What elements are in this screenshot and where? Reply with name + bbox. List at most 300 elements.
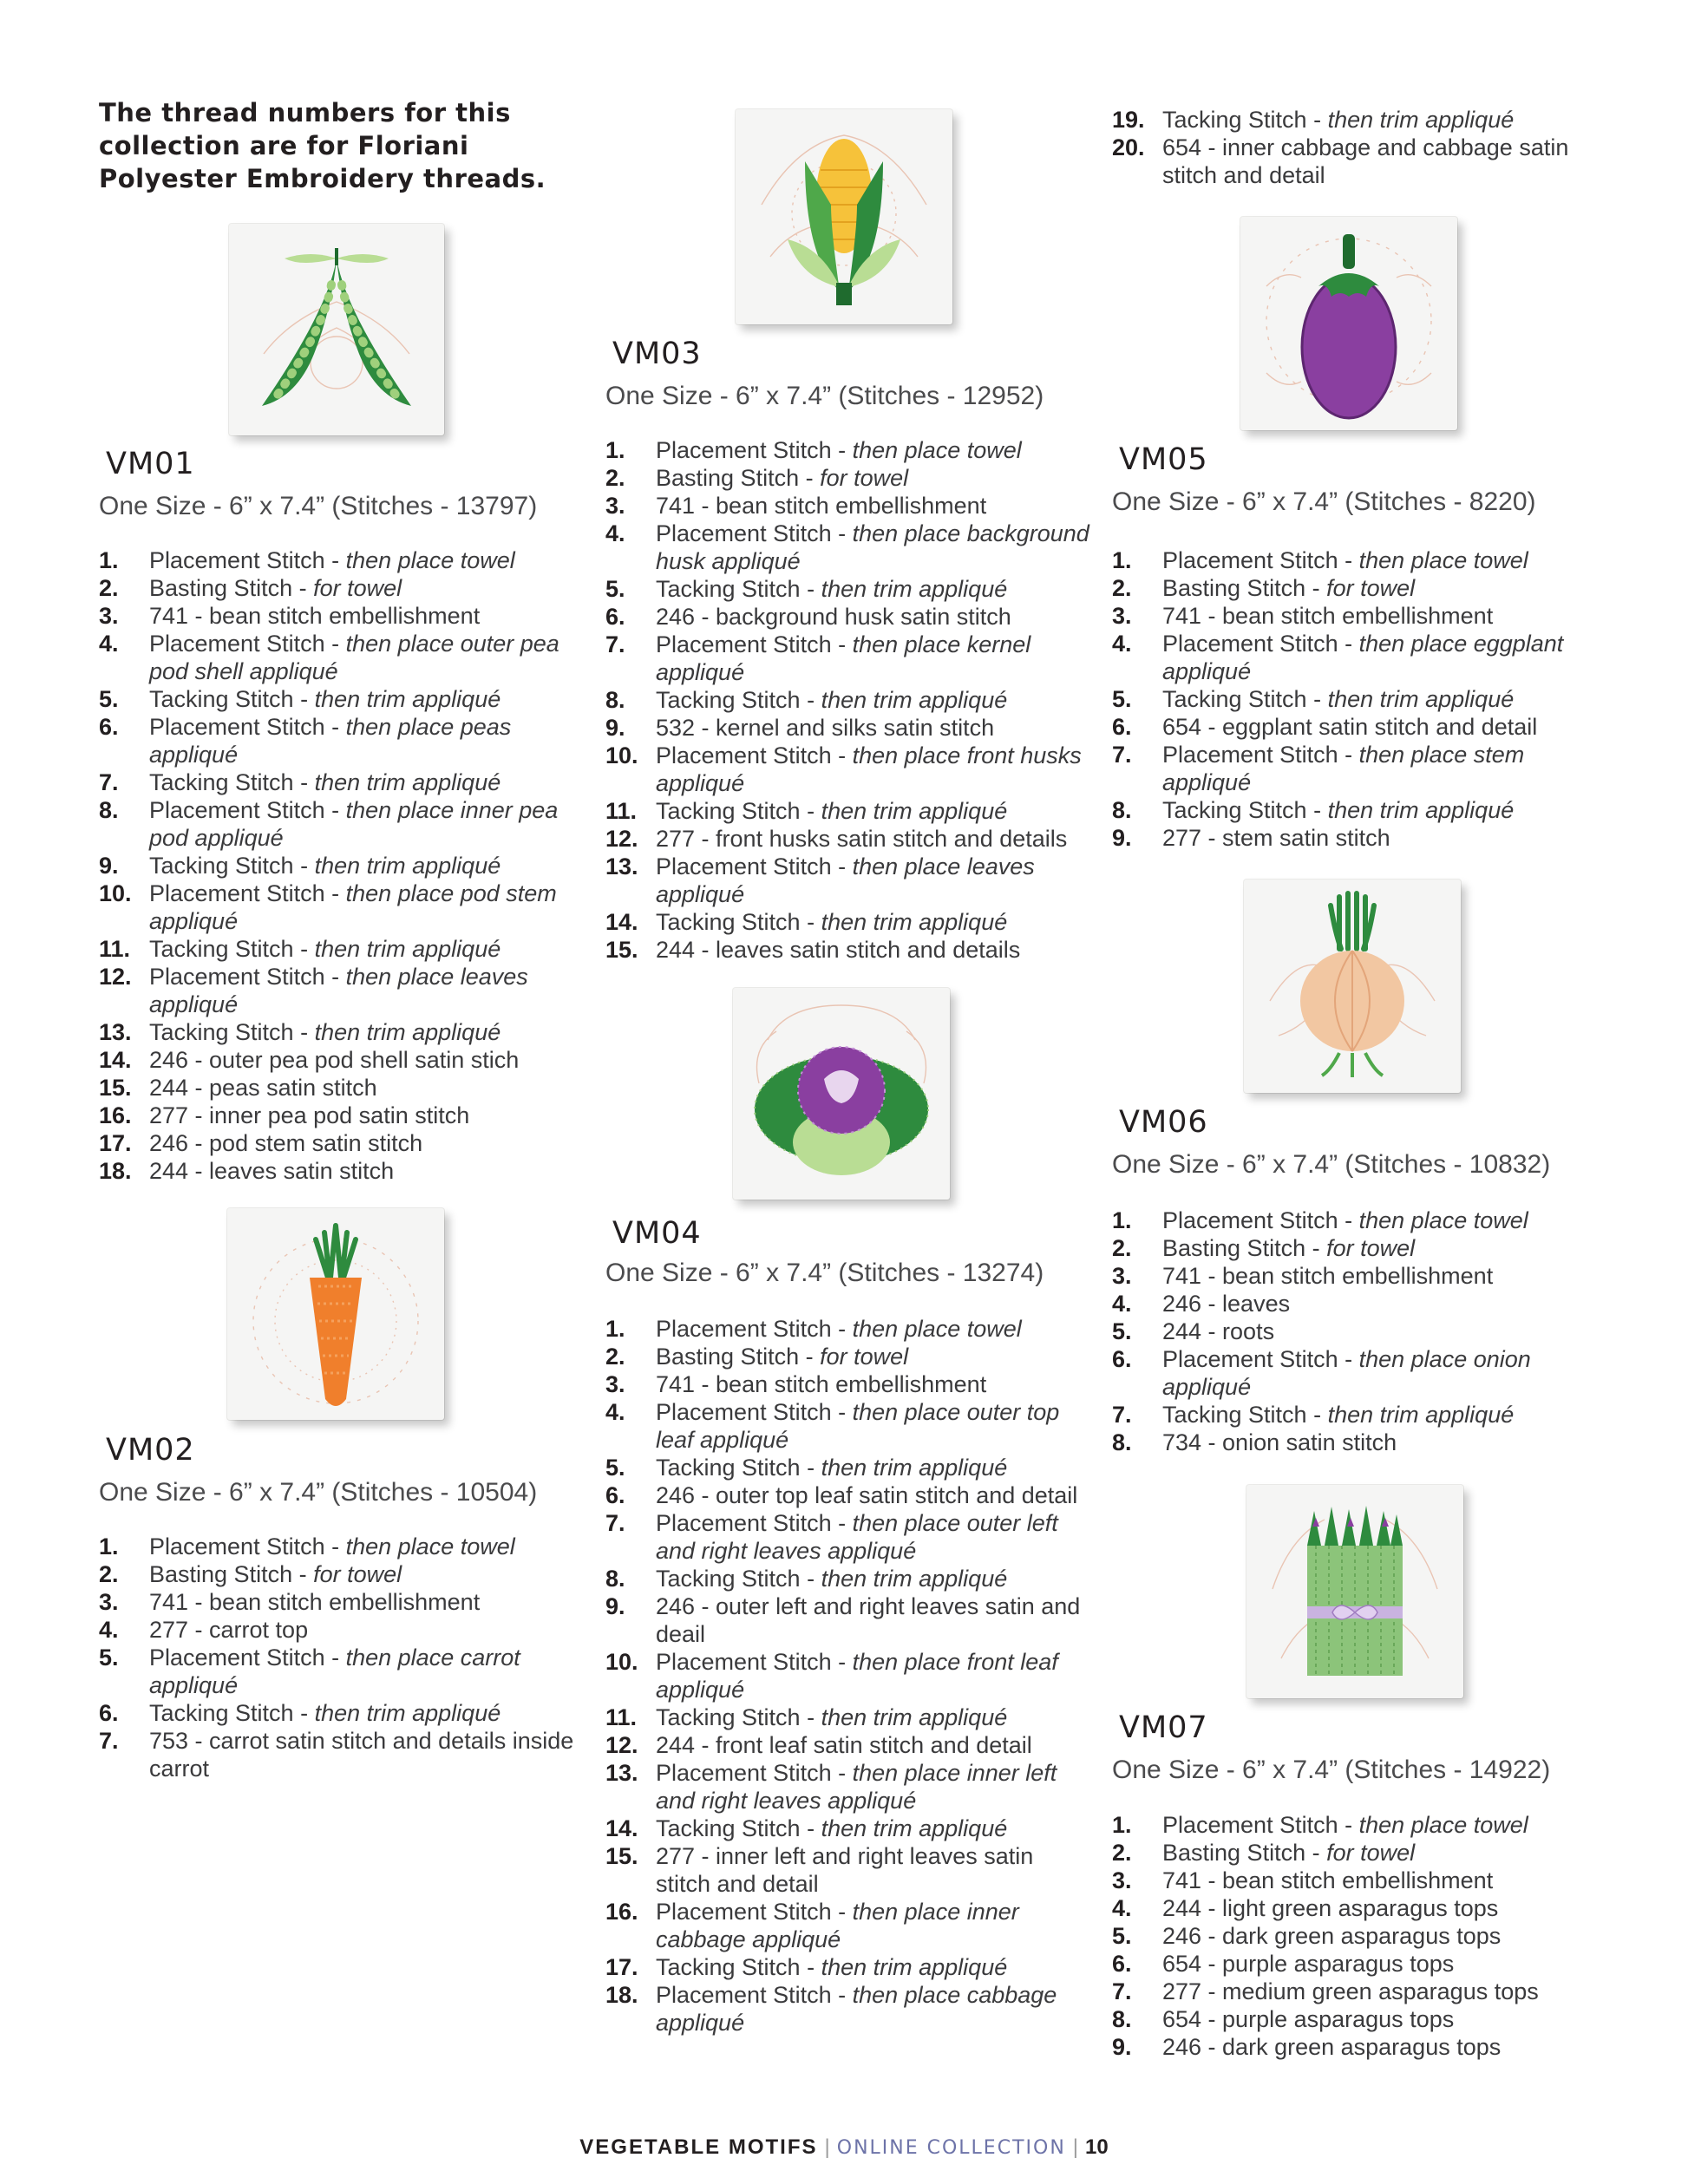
step-item: [605, 1315, 1091, 1343]
motif-code-vm05: VM05: [1119, 442, 1208, 477]
step-item: [1112, 1894, 1598, 1922]
step-text: 244 - leaves satin stitch: [149, 1158, 395, 1184]
step-item: [605, 520, 1091, 575]
step-text: Tacking Stitch -: [149, 1700, 309, 1726]
step-number: 15.: [605, 937, 638, 963]
step-text: Tacking Stitch -: [656, 1954, 815, 1980]
step-note: then trim appliqué: [314, 686, 501, 712]
step-item: [99, 1129, 585, 1157]
step-number: 18.: [605, 1982, 638, 2008]
steps-list-vm03: [605, 436, 1091, 964]
page-footer: [0, 2135, 1688, 2160]
step-item: [99, 1727, 585, 1782]
step-text: 532 - kernel and silks satin stitch: [656, 715, 995, 741]
step-number: 3.: [1112, 603, 1132, 629]
step-text: Tacking Stitch -: [656, 576, 815, 602]
step-item: [605, 1481, 1091, 1509]
step-number: 9.: [99, 853, 119, 879]
step-number: 11.: [99, 936, 131, 962]
step-item: [605, 631, 1091, 686]
step-item: [1112, 741, 1598, 796]
step-note: then trim appliqué: [821, 1954, 1008, 1980]
step-text: Tacking Stitch -: [1162, 797, 1322, 823]
step-number: 8.: [99, 797, 119, 823]
step-number: 1.: [605, 437, 625, 463]
step-number: 19.: [1112, 107, 1145, 133]
step-item: [1112, 1262, 1598, 1290]
step-item: [1112, 602, 1598, 630]
step-text: Placement Stitch -: [656, 1982, 847, 2008]
step-text: Placement Stitch -: [656, 437, 847, 463]
step-item: [99, 852, 585, 879]
step-note: then place pod stem appliqué: [149, 880, 557, 934]
step-number: 2.: [1112, 1235, 1132, 1261]
step-text: Tacking Stitch -: [1162, 107, 1322, 133]
step-text: Placement Stitch -: [1162, 1346, 1353, 1372]
step-number: 17.: [605, 1954, 638, 1980]
motif-code-vm03: VM03: [612, 337, 702, 371]
step-note: then trim appliqué: [1327, 1402, 1515, 1428]
step-note: for towel: [1326, 1840, 1416, 1866]
step-text: 277 - stem satin stitch: [1162, 825, 1390, 851]
step-text: Tacking Stitch -: [149, 936, 309, 962]
step-text: Tacking Stitch -: [656, 1815, 815, 1841]
step-item: [99, 1699, 585, 1727]
step-note: then trim appliqué: [821, 1815, 1008, 1841]
step-text: 246 - background husk satin stitch: [656, 604, 1011, 630]
motif-code-vm04: VM04: [612, 1216, 702, 1251]
step-text: 246 - outer left and right leaves satin and deail: [656, 1593, 1081, 1647]
step-number: 1.: [99, 1533, 119, 1560]
step-number: 1.: [1112, 1207, 1132, 1233]
step-text: Placement Stitch -: [1162, 547, 1353, 573]
step-text: Placement Stitch -: [1162, 631, 1353, 657]
cabbage-motif-image: [733, 988, 950, 1200]
step-number: 2.: [1112, 1840, 1132, 1866]
step-number: 4.: [1112, 1895, 1132, 1921]
step-text: 246 - leaves: [1162, 1291, 1291, 1317]
step-item: [605, 686, 1091, 714]
footer-title: VEGETABLE MOTIFS: [579, 2135, 818, 2159]
step-text: Placement Stitch -: [1162, 1207, 1353, 1233]
step-item: [605, 1898, 1091, 1953]
steps-list-vm04-continued: [1112, 106, 1598, 189]
step-number: 8.: [605, 687, 625, 713]
step-number: 13.: [605, 853, 638, 879]
step-number: 5.: [99, 686, 119, 712]
step-number: 6.: [1112, 1346, 1132, 1372]
step-number: 8.: [1112, 2006, 1132, 2032]
step-item: [99, 1560, 585, 1588]
step-number: 20.: [1112, 134, 1145, 160]
step-item: [605, 1398, 1091, 1454]
step-number: 2.: [99, 575, 119, 601]
step-text: Tacking Stitch -: [1162, 686, 1322, 712]
step-number: 5.: [605, 1455, 625, 1481]
step-number: 4.: [1112, 1291, 1132, 1317]
step-item: [1112, 1401, 1598, 1429]
step-text: 741 - bean stitch embellishment: [656, 1371, 987, 1397]
step-note: then place towel: [345, 1533, 515, 1560]
step-text: Tacking Stitch -: [656, 1704, 815, 1730]
step-number: 8.: [605, 1566, 625, 1592]
step-number: 10.: [99, 880, 132, 906]
step-text: Placement Stitch -: [656, 742, 847, 768]
step-number: 12.: [605, 826, 638, 852]
step-note: then trim appliqué: [314, 1019, 501, 1045]
step-note: then place onion appliqué: [1162, 1346, 1531, 1400]
step-number: 6.: [605, 1482, 625, 1508]
step-number: 7.: [1112, 1978, 1132, 2004]
step-text: 654 - inner cabbage and cabbage satin stitch and detail: [1162, 134, 1569, 188]
step-number: 5.: [1112, 686, 1132, 712]
step-text: Basting Stitch -: [149, 1561, 307, 1587]
motif-code-vm06: VM06: [1119, 1105, 1208, 1140]
step-number: 15.: [605, 1843, 638, 1869]
step-note: then trim appliqué: [821, 798, 1008, 824]
step-text: 244 - front leaf satin stitch and detail: [656, 1732, 1032, 1758]
step-item: [605, 1815, 1091, 1842]
onion-motif-image: [1244, 879, 1461, 1093]
step-item: [605, 1731, 1091, 1759]
step-number: 12.: [605, 1732, 638, 1758]
step-number: 13.: [605, 1760, 638, 1786]
step-text: Basting Stitch -: [1162, 575, 1320, 601]
step-note: for towel: [820, 465, 909, 491]
step-item: [605, 1703, 1091, 1731]
step-item: [1112, 1978, 1598, 2005]
step-item: [99, 1588, 585, 1616]
step-note: then place towel: [1358, 1207, 1528, 1233]
step-note: then place stem appliqué: [1162, 742, 1525, 795]
step-item: [1112, 2033, 1598, 2061]
step-note: then trim appliqué: [1327, 797, 1515, 823]
step-note: then trim appliqué: [821, 576, 1008, 602]
step-item: [1112, 1811, 1598, 1839]
step-number: 2.: [605, 465, 625, 491]
step-number: 3.: [1112, 1263, 1132, 1289]
step-note: then place inner left and right leaves appliqué: [656, 1760, 1057, 1814]
page-number: 10: [1085, 2135, 1109, 2159]
step-item: [1112, 685, 1598, 713]
step-item: [99, 546, 585, 574]
step-item: [605, 908, 1091, 936]
step-text: Placement Stitch -: [149, 1533, 340, 1560]
carrot-motif-image: [227, 1208, 444, 1420]
step-item: [605, 1759, 1091, 1815]
step-number: 3.: [99, 603, 119, 629]
step-item: [1112, 546, 1598, 574]
step-text: Tacking Stitch -: [656, 798, 815, 824]
motif-size-vm01: One Size - 6” x 7.4” (Stitches - 13797): [99, 492, 538, 520]
step-number: 4.: [1112, 631, 1132, 657]
step-text: Basting Stitch -: [1162, 1840, 1320, 1866]
step-item: [1112, 796, 1598, 824]
step-number: 4.: [605, 1399, 625, 1425]
step-item: [1112, 1318, 1598, 1345]
step-number: 16.: [99, 1102, 132, 1128]
step-text: Basting Stitch -: [1162, 1235, 1320, 1261]
step-number: 9.: [605, 1593, 625, 1619]
footer-collection: ONLINE COLLECTION: [836, 2137, 1066, 2159]
step-text: 741 - bean stitch embellishment: [149, 1589, 481, 1615]
step-note: then place peas appliqué: [149, 714, 512, 768]
step-item: [99, 1616, 585, 1644]
step-item: [1112, 824, 1598, 852]
step-number: 6.: [605, 604, 625, 630]
step-text: 246 - pod stem satin stitch: [149, 1130, 423, 1156]
step-text: 741 - bean stitch embellishment: [1162, 603, 1494, 629]
step-text: Placement Stitch -: [656, 1399, 847, 1425]
step-item: [1112, 1290, 1598, 1318]
step-text: 741 - bean stitch embellishment: [1162, 1867, 1494, 1893]
step-note: then trim appliqué: [314, 936, 501, 962]
step-item: [99, 768, 585, 796]
step-number: 9.: [1112, 2034, 1132, 2060]
step-note: for towel: [1326, 575, 1416, 601]
motif-size-vm04: One Size - 6” x 7.4” (Stitches - 13274): [605, 1259, 1044, 1287]
step-text: 654 - eggplant satin stitch and detail: [1162, 714, 1538, 740]
step-item: [1112, 713, 1598, 741]
step-text: Placement Stitch -: [656, 1316, 847, 1342]
step-text: Placement Stitch -: [656, 853, 847, 879]
step-item: [99, 713, 585, 768]
step-text: Placement Stitch -: [149, 631, 340, 657]
step-number: 3.: [605, 493, 625, 519]
step-text: Placement Stitch -: [149, 880, 340, 906]
step-number: 10.: [605, 742, 638, 768]
step-text: Tacking Stitch -: [656, 1455, 815, 1481]
step-item: [605, 575, 1091, 603]
step-number: 18.: [99, 1158, 132, 1184]
step-note: then trim appliqué: [821, 687, 1008, 713]
step-item: [99, 1157, 585, 1185]
step-text: Placement Stitch -: [656, 1760, 847, 1786]
step-text: Placement Stitch -: [149, 714, 340, 740]
step-text: Placement Stitch -: [149, 547, 340, 573]
step-number: 8.: [1112, 797, 1132, 823]
step-number: 2.: [1112, 575, 1132, 601]
motif-code-vm07: VM07: [1119, 1710, 1208, 1745]
step-note: then place front leaf appliqué: [656, 1649, 1058, 1703]
step-item: [605, 436, 1091, 464]
step-item: [605, 464, 1091, 492]
step-text: Tacking Stitch -: [656, 909, 815, 935]
step-item: [99, 1018, 585, 1046]
step-text: Placement Stitch -: [656, 520, 847, 546]
step-note: then place towel: [852, 437, 1022, 463]
step-note: then trim appliqué: [314, 1700, 501, 1726]
step-text: Tacking Stitch -: [149, 686, 309, 712]
step-number: 13.: [99, 1019, 132, 1045]
step-item: [605, 1343, 1091, 1370]
step-note: then place towel: [1358, 1812, 1528, 1838]
step-number: 7.: [99, 1728, 119, 1754]
step-item: [1112, 1206, 1598, 1234]
step-item: [605, 492, 1091, 520]
step-item: [605, 936, 1091, 964]
step-text: 246 - outer pea pod shell satin stich: [149, 1047, 520, 1073]
step-text: Placement Stitch -: [1162, 742, 1353, 768]
step-number: 5.: [1112, 1318, 1132, 1344]
step-note: then trim appliqué: [821, 1455, 1008, 1481]
pea-pod-motif-image: [229, 224, 444, 435]
step-note: then place carrot appliqué: [149, 1645, 520, 1698]
step-note: then place towel: [1358, 547, 1528, 573]
step-item: [605, 1454, 1091, 1481]
step-note: then place kernel appliqué: [656, 631, 1031, 685]
step-number: 1.: [99, 547, 119, 573]
step-number: 11.: [605, 798, 638, 824]
step-note: for towel: [313, 1561, 402, 1587]
step-item: [605, 825, 1091, 853]
step-item: [1112, 1922, 1598, 1950]
step-item: [99, 1644, 585, 1699]
step-item: [605, 1509, 1091, 1565]
step-text: Placement Stitch -: [149, 1645, 340, 1671]
motif-size-vm05: One Size - 6” x 7.4” (Stitches - 8220): [1112, 487, 1536, 516]
corn-motif-image: [736, 109, 952, 324]
motif-size-vm06: One Size - 6” x 7.4” (Stitches - 10832): [1112, 1150, 1551, 1179]
step-text: 654 - purple asparagus tops: [1162, 1951, 1455, 1977]
step-text: 246 - dark green asparagus tops: [1162, 1923, 1502, 1949]
step-text: Basting Stitch -: [149, 575, 307, 601]
step-note: then place outer left and right leaves appliqué: [656, 1510, 1058, 1564]
step-item: [1112, 574, 1598, 602]
step-item: [99, 574, 585, 602]
step-text: 741 - bean stitch embellishment: [1162, 1263, 1494, 1289]
step-text: Tacking Stitch -: [149, 769, 309, 795]
step-note: then place front husks appliqué: [656, 742, 1082, 796]
step-item: [1112, 1839, 1598, 1867]
step-text: Placement Stitch -: [656, 1510, 847, 1536]
step-note: then place eggplant appliqué: [1162, 631, 1564, 684]
step-text: 277 - inner pea pod satin stitch: [149, 1102, 470, 1128]
steps-list-vm05: [1112, 546, 1598, 852]
step-number: 3.: [1112, 1867, 1132, 1893]
step-number: 6.: [1112, 714, 1132, 740]
step-note: then trim appliqué: [821, 1704, 1008, 1730]
motif-size-vm02: One Size - 6” x 7.4” (Stitches - 10504): [99, 1478, 538, 1507]
steps-list-vm07: [1112, 1811, 1598, 2061]
steps-list-vm01: [99, 546, 585, 1185]
step-text: 244 - light green asparagus tops: [1162, 1895, 1499, 1921]
step-number: 1.: [1112, 1812, 1132, 1838]
step-number: 8.: [1112, 1429, 1132, 1455]
footer-separator: |: [1072, 2135, 1079, 2159]
step-item: [99, 685, 585, 713]
step-note: then trim appliqué: [821, 1566, 1008, 1592]
step-text: Tacking Stitch -: [149, 1019, 309, 1045]
step-number: 6.: [1112, 1951, 1132, 1977]
step-number: 12.: [99, 964, 132, 990]
step-text: 246 - outer top leaf satin stitch and detail: [656, 1482, 1078, 1508]
step-text: 741 - bean stitch embellishment: [656, 493, 987, 519]
step-item: [1112, 1345, 1598, 1401]
step-text: Tacking Stitch -: [1162, 1402, 1322, 1428]
step-number: 7.: [605, 1510, 625, 1536]
step-text: 246 - dark green asparagus tops: [1162, 2034, 1502, 2060]
step-text: Placement Stitch -: [656, 631, 847, 657]
step-item: [1112, 1867, 1598, 1894]
step-note: then trim appliqué: [821, 909, 1008, 935]
step-text: Tacking Stitch -: [149, 853, 309, 879]
step-item: [605, 603, 1091, 631]
step-note: then place inner pea pod appliqué: [149, 797, 559, 851]
step-number: 4.: [99, 631, 119, 657]
step-number: 15.: [99, 1075, 132, 1101]
step-note: then place towel: [852, 1316, 1022, 1342]
step-number: 2.: [605, 1344, 625, 1370]
step-item: [99, 935, 585, 963]
step-item: [99, 1046, 585, 1074]
step-note: then place outer top leaf appliqué: [656, 1399, 1060, 1453]
motif-code-vm01: VM01: [106, 447, 195, 481]
step-note: for towel: [820, 1344, 909, 1370]
step-number: 5.: [605, 576, 625, 602]
step-number: 5.: [99, 1645, 119, 1671]
step-text: 277 - front husks satin stitch and details: [656, 826, 1068, 852]
step-item: [605, 1592, 1091, 1648]
step-number: 9.: [1112, 825, 1132, 851]
step-text: 734 - onion satin stitch: [1162, 1429, 1397, 1455]
step-item: [1112, 630, 1598, 685]
step-item: [99, 796, 585, 852]
step-text: Tacking Stitch -: [656, 1566, 815, 1592]
step-number: 2.: [99, 1561, 119, 1587]
step-item: [1112, 1234, 1598, 1262]
step-number: 9.: [605, 715, 625, 741]
step-item: [605, 1370, 1091, 1398]
step-number: 7.: [1112, 742, 1132, 768]
step-number: 7.: [99, 769, 119, 795]
step-item: [605, 1565, 1091, 1592]
eggplant-motif-image: [1240, 217, 1457, 430]
step-item: [605, 797, 1091, 825]
step-text: Placement Stitch -: [656, 1899, 847, 1925]
step-number: 1.: [1112, 547, 1132, 573]
step-item: [1112, 2005, 1598, 2033]
step-item: [99, 602, 585, 630]
step-number: 3.: [605, 1371, 625, 1397]
step-number: 7.: [1112, 1402, 1132, 1428]
motif-code-vm02: VM02: [106, 1433, 195, 1468]
step-number: 14.: [605, 909, 638, 935]
step-number: 7.: [605, 631, 625, 657]
step-number: 5.: [1112, 1923, 1132, 1949]
motif-size-vm03: One Size - 6” x 7.4” (Stitches - 12952): [605, 382, 1044, 410]
step-item: [605, 1648, 1091, 1703]
step-item: [1112, 106, 1598, 134]
step-text: 244 - peas satin stitch: [149, 1075, 377, 1101]
step-text: 753 - carrot satin stitch and details inside carrot: [149, 1728, 574, 1782]
step-text: 277 - carrot top: [149, 1617, 309, 1643]
step-item: [605, 1981, 1091, 2037]
step-note: then place cabbage appliqué: [656, 1982, 1057, 2036]
step-note: then place leaves appliqué: [656, 853, 1035, 907]
step-text: Basting Stitch -: [656, 465, 814, 491]
step-text: Basting Stitch -: [656, 1344, 814, 1370]
step-note: then trim appliqué: [314, 769, 501, 795]
step-number: 6.: [99, 1700, 119, 1726]
step-number: 3.: [99, 1589, 119, 1615]
step-text: 277 - inner left and right leaves satin stitch and detail: [656, 1843, 1034, 1897]
step-number: 17.: [99, 1130, 132, 1156]
step-note: then place background husk appliqué: [656, 520, 1089, 574]
step-number: 4.: [99, 1617, 119, 1643]
step-number: 10.: [605, 1649, 638, 1675]
step-item: [99, 1102, 585, 1129]
